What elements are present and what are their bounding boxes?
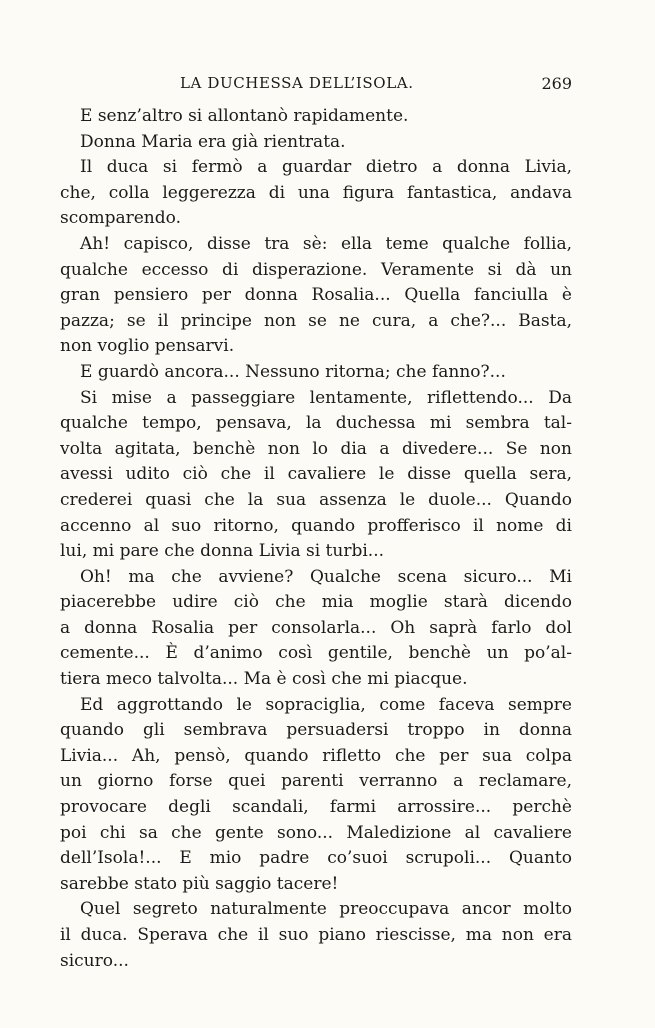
- text-line: Donna Maria era già rientrata.: [80, 131, 346, 152]
- text-line: il duca. Sperava che il suo piano riescisse, ma non era: [60, 925, 572, 945]
- text-line: Si mise a passeggiare lentamente, riflettendo... Da: [80, 387, 572, 408]
- text-line: cemente... È d’animo così gentile, benchè un po’al-: [60, 643, 572, 664]
- page-header: [62, 74, 572, 98]
- paragraph: [60, 155, 572, 232]
- text-line: Livia... Ah, pensò, quando rifletto che per sua colpa: [60, 745, 572, 766]
- paragraph: [60, 386, 572, 565]
- text-line: sarebbe stato più saggio tacere!: [60, 873, 339, 894]
- text-line: sicuro...: [60, 950, 129, 971]
- text-line: Oh! ma che avviene? Qualche scena sicuro... Mi: [80, 566, 572, 587]
- text-line: un giorno forse quei parenti verranno a reclamare,: [60, 771, 572, 792]
- text-line: non voglio pensarvi.: [60, 336, 235, 357]
- text-line: a donna Rosalia per consolarla... Oh saprà farlo dol: [60, 617, 572, 638]
- paragraph: [60, 232, 572, 360]
- text-line: piacerebbe udire ciò che mia moglie starà dicendo: [60, 592, 572, 613]
- body-text: [60, 104, 572, 974]
- text-line: dell’Isola!... E mio padre co’suoi scrupoli... Quanto: [60, 848, 572, 869]
- text-line: volta agitata, benchè non lo dia a divedere... Se non: [60, 438, 572, 459]
- text-line: E senz’altro si allontanò rapidamente.: [80, 106, 409, 126]
- text-line: accenno al suo ritorno, quando profferisco il nome di: [60, 515, 572, 536]
- text-line: provocare degli scandali, farmi arrossire... perchè: [60, 797, 572, 818]
- text-line: E guardò ancora... Nessuno ritorna; che fanno?...: [80, 361, 506, 382]
- text-line: qualche tempo, pensava, la duchessa mi sembra tal-: [60, 413, 572, 434]
- text-line: gran pensiero per donna Rosalia... Quella fanciulla è: [60, 285, 572, 306]
- paragraph: [60, 104, 572, 130]
- paragraph: [60, 693, 572, 898]
- text-line: crederei quasi che la sua assenza le duole... Quando: [60, 489, 572, 510]
- text-line: che, colla leggerezza di una figura fantastica, andava: [60, 182, 572, 203]
- text-line: poi chi sa che gente sono... Maledizione al cavaliere: [60, 822, 572, 843]
- text-line: tiera meco talvolta... Ma è così che mi piacque.: [60, 669, 468, 690]
- text-line: qualche eccesso di disperazione. Veramente si dà un: [60, 259, 572, 280]
- text-line: quando gli sembrava persuadersi troppo in donna: [60, 720, 572, 741]
- text-line: Ah! capisco, disse tra sè: ella teme qualche follia,: [80, 233, 572, 254]
- paragraph: [60, 897, 572, 974]
- text-line: Quel segreto naturalmente preoccupava ancor molto: [80, 899, 572, 920]
- paragraph: [60, 565, 572, 693]
- running-title: LA DUCHESSA DELL’ISOLA.: [180, 74, 414, 92]
- text-line: scomparendo.: [60, 208, 181, 229]
- paragraph: [60, 130, 572, 156]
- text-line: Ed aggrottando le sopraciglia, come faceva sempre: [80, 694, 572, 715]
- page-number: 269: [541, 74, 572, 93]
- text-line: pazza; se il principe non se ne cura, a che?... Basta,: [60, 310, 572, 331]
- text-line: lui, mi pare che donna Livia si turbi...: [60, 541, 384, 562]
- paragraph: [60, 360, 572, 386]
- text-line: Il duca si fermò a guardar dietro a donna Livia,: [80, 157, 572, 178]
- text-line: avessi udito ciò che il cavaliere le disse quella sera,: [60, 464, 572, 485]
